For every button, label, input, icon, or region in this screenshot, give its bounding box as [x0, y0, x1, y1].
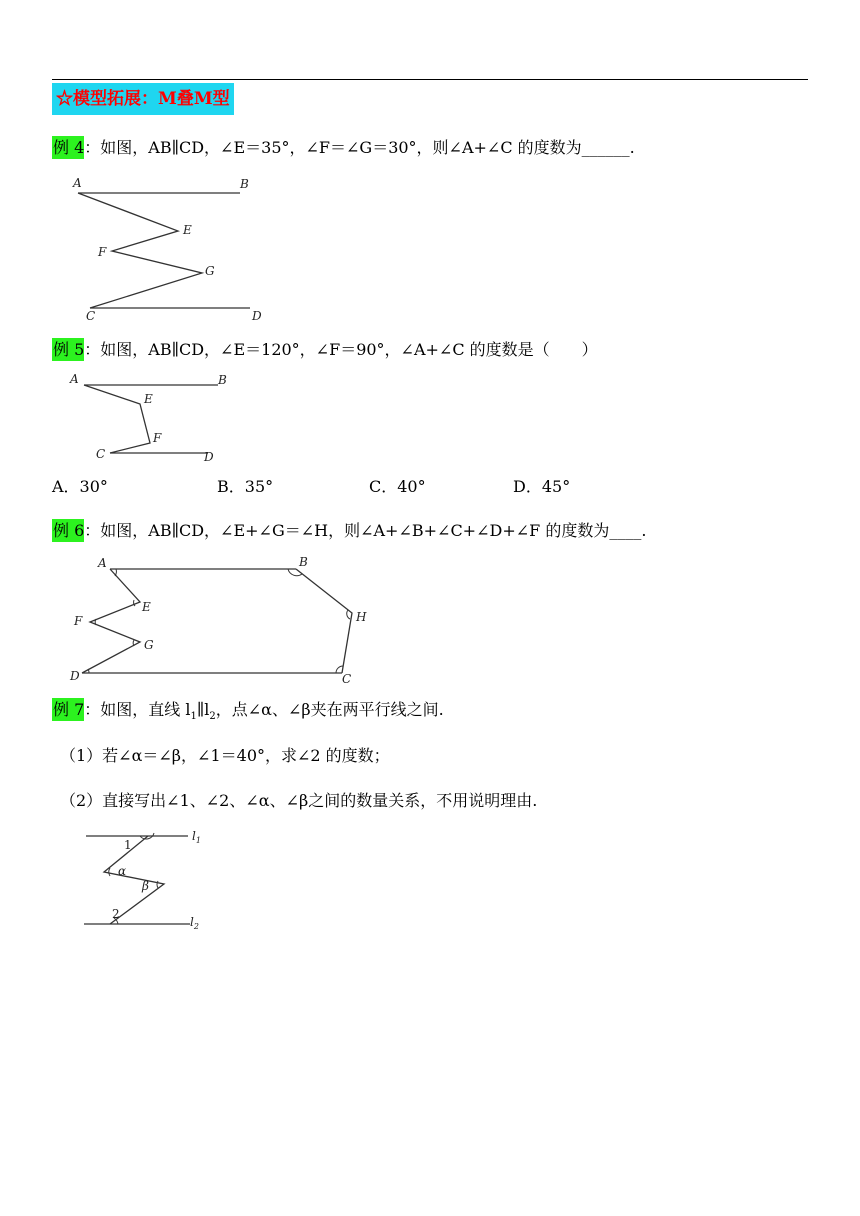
example-7-part-2: （2）直接写出∠1、∠2、∠α、∠β之间的数量关系，不用说明理由.	[60, 791, 538, 810]
ex6-label-A: A	[98, 556, 107, 570]
example-5-tag: 例 5	[53, 340, 85, 359]
ex5-label-E: E	[144, 392, 153, 406]
ex4-label-F: F	[98, 245, 107, 259]
header-rule	[52, 79, 808, 80]
ex7-label-l1: $l_1$	[192, 829, 201, 845]
ex7-label-beta: β	[142, 879, 149, 893]
example-7-part-1: （1）若∠α＝∠β，∠1＝40°，求∠2 的度数；	[60, 746, 390, 765]
ex7-label-2: 2	[112, 907, 120, 921]
example-5-text: ：如图，AB∥CD，∠E＝120°，∠F＝90°，∠A+∠C 的度数是（ ）	[84, 340, 598, 359]
option-b: B．35°	[217, 477, 274, 496]
ex4-label-G: G	[205, 264, 215, 278]
ex5-label-A: A	[70, 372, 79, 386]
example-6-text: ：如图，AB∥CD，∠E+∠G＝∠H，则∠A+∠B+∠C+∠D+∠F 的度数为____.	[84, 521, 647, 540]
ex7-label-l2: $l_2$	[190, 915, 199, 931]
example-5-diagram	[60, 368, 230, 468]
example-7-tag: 例 7	[53, 700, 85, 719]
ex5-label-F: F	[153, 431, 162, 445]
ex4-label-A: A	[73, 176, 82, 190]
section-title: ☆模型拓展：M叠M型	[52, 83, 234, 115]
example-6-question	[52, 520, 646, 542]
example-4-tag: 例 4	[53, 138, 85, 157]
example-6-tag: 例 6	[53, 521, 85, 540]
ex6-label-D: D	[70, 669, 80, 683]
ex6-label-F: F	[74, 614, 83, 628]
option-d: D．45°	[513, 477, 571, 496]
ex6-label-B: B	[299, 555, 308, 569]
example-6-diagram	[60, 552, 390, 692]
example-4-diagram	[60, 172, 280, 326]
ex5-label-D: D	[204, 450, 214, 464]
option-a: A．30°	[52, 477, 108, 496]
ex5-label-C: C	[96, 447, 106, 461]
ex4-label-C: C	[86, 309, 96, 323]
ex7-label-alpha: α	[118, 864, 127, 878]
ex4-label-E: E	[183, 223, 192, 237]
example-7-diagram	[78, 828, 218, 938]
ex4-label-D: D	[252, 309, 262, 323]
option-c: C．40°	[369, 477, 426, 496]
example-7-question: 例 7：如图，直线 $l_1\parallel l_2$，点∠α、∠β夹在两平行线之间.	[53, 700, 444, 723]
ex6-label-C: C	[342, 672, 352, 686]
ex6-label-E: E	[142, 600, 151, 614]
ex6-label-H: H	[356, 610, 367, 624]
ex6-label-G: G	[144, 638, 154, 652]
ex5-label-B: B	[218, 373, 227, 387]
example-4-question	[52, 137, 635, 159]
example-4-text: ：如图，AB∥CD，∠E＝35°，∠F＝∠G＝30°，则∠A+∠C 的度数为______.	[84, 138, 635, 157]
example-5-question	[52, 339, 598, 361]
ex4-label-B: B	[240, 177, 249, 191]
ex7-label-1: 1	[124, 838, 132, 852]
